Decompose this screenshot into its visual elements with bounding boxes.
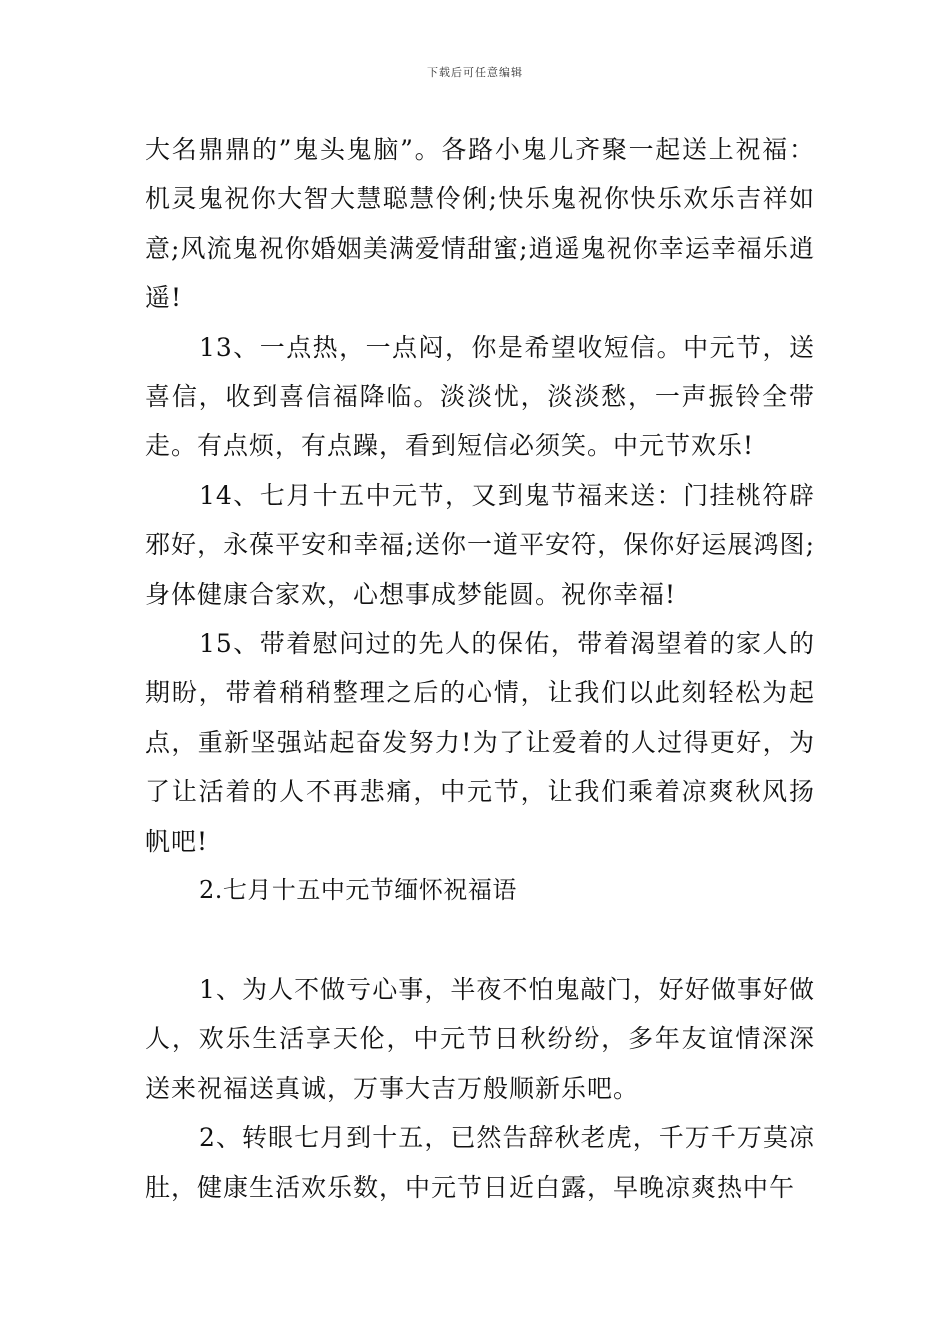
- page-header-note: 下载后可任意编辑: [427, 66, 523, 79]
- paragraph-14: 14、七月十五中元节，又到鬼节福来送：门挂桃符辟邪好，永葆平安和幸福;送你一道平安符，保你好运展鸿图;身体健康合家欢，心想事成梦能圆。祝你幸福!: [145, 480, 815, 609]
- paragraph-15: 15、带着慰问过的先人的保佑，带着渴望着的家人的期盼，带着稍稍整理之后的心情，让我们以此刻轻松为起点，重新坚强站起奋发努力!为了让爱着的人过得更好，为了让活着的人不再悲痛，中元节，让我们乘着凉爽秋风扬帆吧!: [145, 629, 815, 856]
- section2-paragraph-1: 1、为人不做亏心事，半夜不怕鬼敲门，好好做事好做人，欢乐生活享天伦，中元节日秋纷纷，多年友谊情深深送来祝福送真诚，万事大吉万般顺新乐吧。: [145, 974, 815, 1103]
- section-spacer: [145, 916, 815, 965]
- paragraph-continued: 大名鼎鼎的”鬼头鬼脑”。各路小鬼儿齐聚一起送上祝福：机灵鬼祝你大智大慧聪慧伶俐;快乐鬼祝你快乐欢乐吉祥如意;风流鬼祝你婚姻美满爱情甜蜜;逍遥鬼祝你幸运幸福乐逍遥!: [145, 135, 815, 313]
- section-title: 2.七月十五中元节缅怀祝福语: [199, 876, 517, 905]
- document-body: [145, 125, 815, 1212]
- section2-paragraph-2: 2、转眼七月到十五，已然告辞秋老虎，千万千万莫凉肚，健康生活欢乐数，中元节日近白露，早晚凉爽热中午: [145, 1123, 815, 1202]
- paragraph-13: 13、一点热，一点闷，你是希望收短信。中元节，送喜信，收到喜信福降临。淡淡忧，淡淡愁，一声振铃全带走。有点烦，有点躁，看到短信必须笑。中元节欢乐!: [145, 332, 815, 461]
